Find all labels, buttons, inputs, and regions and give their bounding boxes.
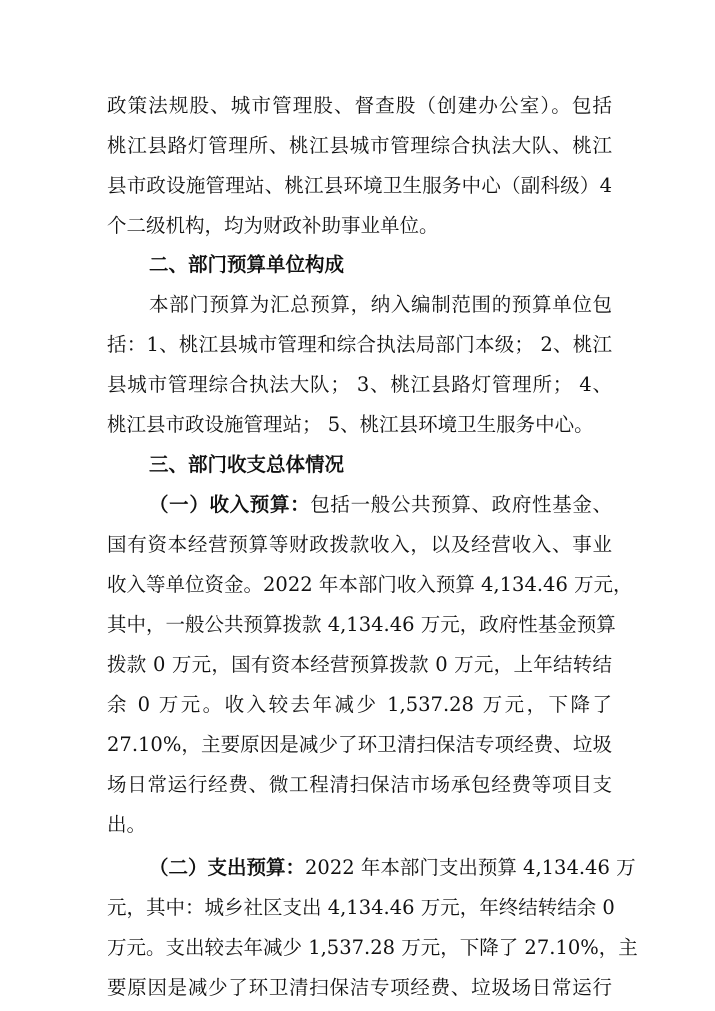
- text-line: 县市政设施管理站、桃江县环境卫生服务中心（副科级）4: [107, 174, 612, 197]
- text-line: 桃江县路灯管理所、桃江县城市管理综合执法大队、桃江: [107, 134, 612, 157]
- text-line: 桃江县市政设施管理站； 5、桃江县环境卫生服务中心。: [107, 413, 594, 436]
- text-line: 场日常运行经费、微工程清扫保洁市场承包经费等项目支: [107, 773, 612, 796]
- income-label: （一）收入预算：: [149, 493, 311, 516]
- text-line: 县城市管理综合执法大队； 3、桃江县路灯管理所； 4、: [107, 373, 612, 396]
- text-line: 元，其中：城乡社区支出 4,134.46 万元，年终结转结余 0: [107, 896, 615, 919]
- income-first-line: [149, 485, 612, 525]
- text-line: 出。: [107, 813, 147, 836]
- income-first-line-text: 包括一般公共预算、政府性基金、: [310, 493, 612, 516]
- expense-first-line-text: 2022 年本部门支出预算 4,134.46 万: [305, 856, 636, 879]
- text-line: 其中，一般公共预算拨款 4,134.46 万元，政府性基金预算: [107, 613, 616, 636]
- text-line: 要原因是减少了环卫清扫保洁专项经费、垃圾场日常运行: [107, 976, 612, 999]
- text-line: 27.10%，主要原因是减少了环卫清扫保洁专项经费、垃圾: [107, 733, 612, 756]
- text-line: 政策法规股、城市管理股、督查股（创建办公室）。包括: [107, 94, 612, 117]
- expense-first-line: [149, 848, 636, 888]
- text-line: 收入等单位资金。2022 年本部门收入预算 4,134.46 万元，: [107, 573, 633, 596]
- text-line: 括：1、桃江县城市管理和综合执法局部门本级； 2、桃江: [107, 333, 612, 356]
- text-line: 余 0 万元。收入较去年减少 1,537.28 万元，下降了: [107, 693, 612, 716]
- text-line: 国有资本经营预算等财政拨款收入，以及经营收入、事业: [107, 533, 612, 556]
- text-line: 个二级机构，均为财政补助事业单位。: [107, 214, 439, 237]
- text-line: 拨款 0 万元，国有资本经营预算拨款 0 万元，上年结转结: [107, 653, 612, 676]
- section-heading: 二、部门预算单位构成: [149, 253, 345, 276]
- text-line: 本部门预算为汇总预算，纳入编制范围的预算单位包: [149, 293, 612, 316]
- expense-label: （二）支出预算：: [149, 856, 306, 879]
- section-heading: 三、部门收支总体情况: [149, 453, 345, 476]
- text-line: 万元。支出较去年减少 1,537.28 万元，下降了 27.10%，主: [107, 936, 638, 959]
